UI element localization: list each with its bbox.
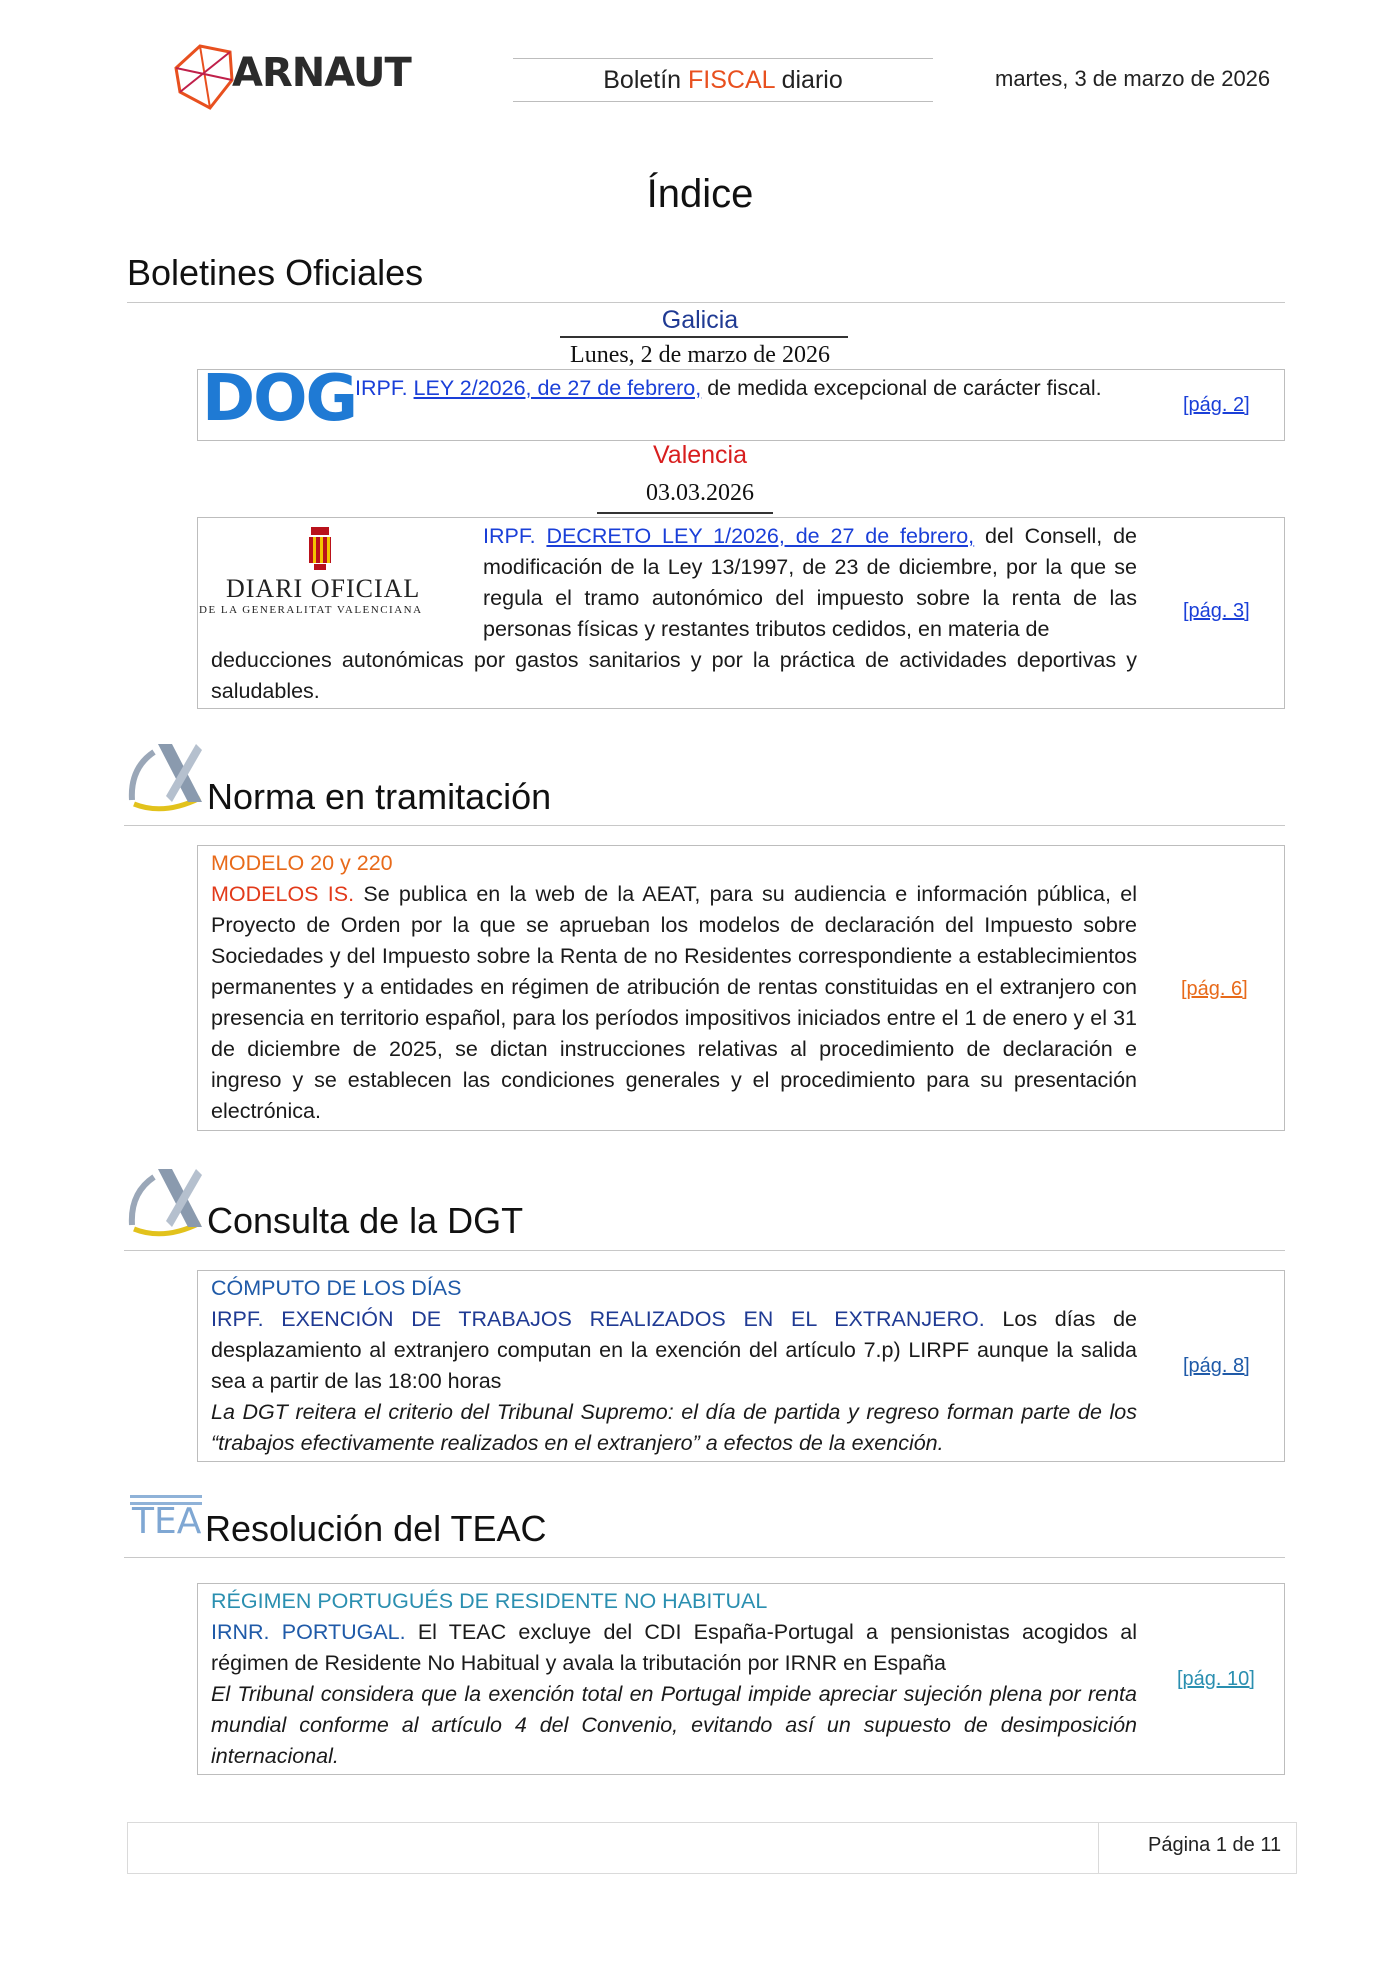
valencia-prefix: IRPF. [483, 524, 547, 548]
section-divider [127, 302, 1285, 303]
consulta-lead: IRPF. EXENCIÓN DE TRABAJOS REALIZADOS EN EL EXTRANJERO. [211, 1307, 985, 1331]
dogv-logo-title: DIARI OFICIAL [226, 574, 421, 603]
teac-page-link[interactable]: [pág. 10] [1177, 1668, 1255, 1690]
consulta-entry-text [211, 1304, 1137, 1397]
consulta-italic-text: La DGT reitera el criterio del Tribunal Supremo: el día de partida y regreso forman parte de los “trabajos efectivamente realizados en el extranjero” a efectos de la exención. [211, 1400, 1137, 1455]
region-divider [560, 336, 848, 338]
consulta-text: Los días de desplazamiento al extranjero computan en la exención del artículo 7.p) LIRPF aunque la salida sea a partir de las 18:00 horas [211, 1307, 1137, 1393]
norma-text: Se publica en la web de la AEAT, para su audiencia e información pública, el Proyecto de Orden por la que se aprueban los modelos de declaración del Impuesto sobre Sociedades y del Impuesto sobre la Renta de no Residentes correspondiente a establecimientos permanentes y a entidades en régimen de atribución de rentas constituidas en el extranjero con presencia en territorio español, para los períodos impositivos iniciados entre el 1 de enero y el 31 de diciembre de 2025, se dictan instrucciones relativas al procedimiento de declaración e ingreso y se establecen las condiciones generales y el procedimiento para su presentación electrónica. [211, 882, 1137, 1123]
valencia-coat-of-arms-icon [300, 524, 340, 572]
page-number: Página 1 de 11 [1148, 1834, 1282, 1856]
galicia-rest: de medida excepcional de carácter fiscal. [701, 376, 1102, 400]
norma-kicker: MODELO 20 y 220 [211, 851, 393, 875]
section-divider [124, 825, 1285, 826]
region-galicia: Galicia [661, 306, 739, 334]
section-title-teac: Resolución del TEAC [205, 1508, 547, 1549]
region-valencia: Valencia [652, 441, 748, 469]
index-title: Índice [646, 172, 754, 216]
section-title-norma: Norma en tramitación [207, 776, 552, 817]
dog-logo-icon: DOG [202, 362, 357, 436]
region-divider [597, 512, 773, 514]
galicia-page-link[interactable]: [pág. 2] [1183, 394, 1250, 416]
norma-lead: MODELOS IS. [211, 882, 355, 906]
teac-kicker: RÉGIMEN PORTUGUÉS DE RESIDENTE NO HABITUAL [211, 1589, 768, 1613]
galicia-entry-text [355, 373, 1137, 404]
teac-lead: IRNR. PORTUGAL. [211, 1620, 406, 1644]
teac-logo-text: TEA [132, 1501, 202, 1542]
galicia-date: Lunes, 2 de marzo de 2026 [570, 342, 830, 368]
bulletin-accent: FISCAL [688, 66, 775, 94]
section-divider [124, 1250, 1285, 1251]
aeat-logo-icon [124, 1163, 204, 1237]
valencia-rest-top: del Consell, de modificación de la Ley 13/1997, de 23 de diciembre, por la que se regula el tramo autonómico del impuesto sobre la renta de las personas físicas y restantes tributos cedidos, en materia de [483, 524, 1138, 641]
teac-italic-text: El Tribunal considera que la exención total en Portugal impide apreciar sujeción plena por renta mundial conforme al artículo 4 del Convenio, evitando así un supuesto de desimposición internacional. [211, 1682, 1137, 1768]
logo-text: ARNAUT [232, 50, 411, 96]
norma-entry-text [211, 879, 1137, 1127]
section-title-consulta: Consulta de la DGT [207, 1200, 524, 1241]
teac-entry-text [211, 1617, 1137, 1679]
teac-logo-stripe [130, 1495, 202, 1498]
valencia-date: 03.03.2026 [646, 480, 754, 506]
footer-divider [1098, 1822, 1099, 1874]
valencia-decree-link[interactable]: DECRETO LEY 1/2026, de 27 de febrero, [546, 524, 975, 548]
aeat-logo-icon [124, 738, 204, 812]
teac-logo-icon [130, 1492, 202, 1540]
bulletin-suffix: diario [774, 66, 843, 94]
valencia-entry-text [483, 521, 1137, 645]
consulta-page-link[interactable]: [pág. 8] [1183, 1355, 1250, 1377]
consulta-kicker: CÓMPUTO DE LOS DÍAS [211, 1276, 462, 1300]
dogv-logo-subtitle: DE LA GENERALITAT VALENCIANA [199, 604, 423, 616]
norma-page-link[interactable]: [pág. 6] [1181, 978, 1248, 1000]
header-date: martes, 3 de marzo de 2026 [995, 66, 1271, 91]
galicia-law-link[interactable]: LEY 2/2026, de 27 de febrero, [413, 376, 702, 400]
valencia-entry-text-cont: deducciones autonómicas por gastos sanitarios y por la práctica de actividades deportivas y saludables. [211, 648, 1137, 703]
galicia-prefix: IRPF. [355, 376, 414, 400]
bulletin-prefix: Boletín [603, 66, 689, 94]
section-divider [124, 1557, 1285, 1558]
valencia-page-link[interactable]: [pág. 3] [1183, 600, 1250, 622]
bulletin-title [513, 58, 933, 102]
teac-text: El TEAC excluye del CDI España-Portugal a pensionistas acogidos al régimen de Residente No Habitual y avala la tributación por IRNR en España [211, 1620, 1137, 1675]
footer-box [127, 1822, 1297, 1874]
section-title-boletines: Boletines Oficiales [127, 252, 424, 293]
